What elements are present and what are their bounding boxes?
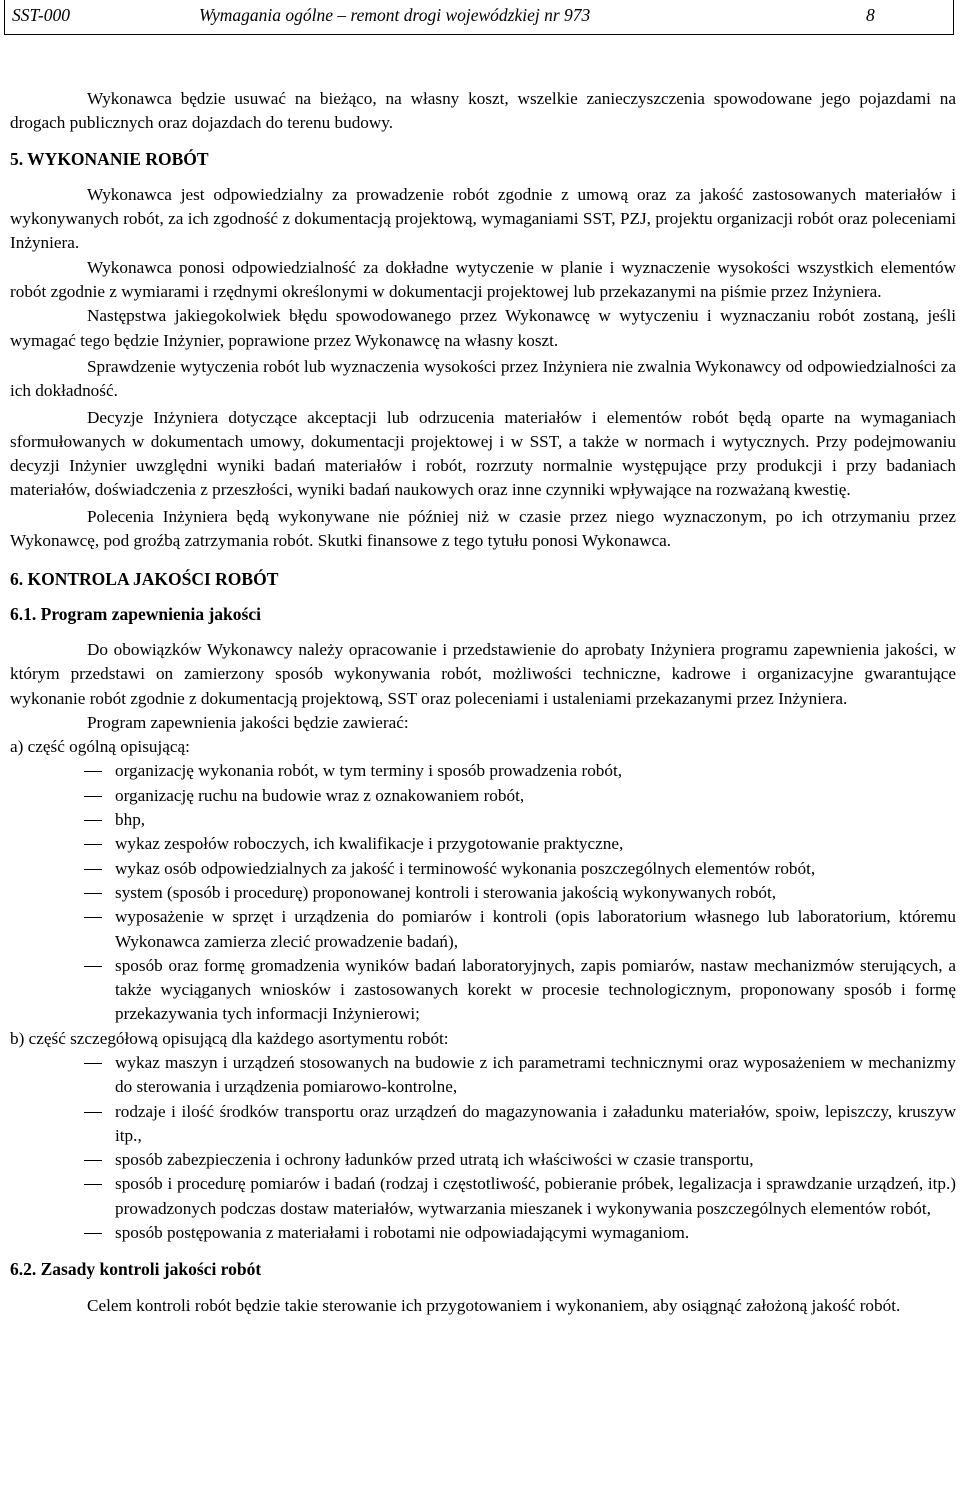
subsection-heading: 6.2. Zasady kontroli jakości robót [10, 1259, 262, 1280]
paragraph: Do obowiązków Wykonawcy należy opracowanie i przedstawienie do aprobaty Inżyniera programu zapewnienia jakości, w którym przedstawi on zamierzony sposób wykonywania robót, możliwości techniczne, kadrowe i organizacyjne gwarantujące wykonanie robót zgodnie z dokumentacją projektową, SST oraz poleceniami i ustaleniami przekazanymi przez Inżyniera. [10, 639, 956, 708]
list-item: wykaz zespołów roboczych, ich kwalifikacje i przygotowanie praktyczne, [10, 832, 956, 856]
list-item: wykaz osób odpowiedzialnych za jakość i terminowość wykonania poszczególnych elementów robót, [10, 857, 956, 881]
list-item: sposób oraz formę gromadzenia wyników badań laboratoryjnych, zapis pomiarów, nastaw mechanizmów sterujących, a także wyciąganych wniosków i zastosowanych korekt w procesie technologicznym, proponowany sposób i formę przekazywania tych informacji Inżynierowi; [10, 954, 956, 1027]
list-item: wyposażenie w sprzęt i urządzenia do pomiarów i kontroli (opis laboratorium własnego lub laboratorium, któremu Wykonawca zamierza zlecić prowadzenie badań), [10, 905, 956, 954]
paragraph: Celem kontroli robót będzie takie sterowanie ich przygotowaniem i wykonaniem, aby osiągnąć założoną jakość robót. [87, 1295, 901, 1315]
subsection-heading: 6.1. Program zapewnienia jakości [10, 603, 261, 624]
list-item: bhp, [10, 808, 956, 832]
paragraph: Wykonawca ponosi odpowiedzialność za dokładne wytyczenie w planie i wyznaczenie wysokości wszystkich elementów robót zgodnie z wymiarami i rzędnymi określonymi w dokumentacji projektowej lub przekazanymi na piśmie przez Inżyniera. [10, 257, 956, 302]
list-item: sposób i procedurę pomiarów i badań (rodzaj i częstotliwość, pobieranie próbek, legalizacja i sprawdzanie urządzeń, itp.) prowadzonych podczas dostaw materiałów, wytwarzania mieszanek i wykonywania poszczególnych elementów robót, [10, 1172, 956, 1221]
section-heading: 5. WYKONANIE ROBÓT [10, 148, 209, 169]
list-item: rodzaje i ilość środków transportu oraz urządzeń do magazynowania i załadunku materiałów, spoiw, lepiszczy, kruszyw itp., [10, 1100, 956, 1149]
document-title: Wymagania ogólne – remont drogi wojewódzkiej nr 973 [199, 5, 591, 25]
document-code: SST-000 [12, 5, 71, 25]
document-body [10, 87, 956, 1318]
paragraph: Sprawdzenie wytyczenia robót lub wyznaczenia wysokości przez Inżyniera nie zwalnia Wykonawcy od odpowiedzialności za ich dokładność. [10, 356, 956, 401]
page-header [4, 0, 954, 35]
list-item: sposób postępowania z materiałami i robotami nie odpowiadającymi wymaganiom. [10, 1221, 956, 1245]
list-item: organizację ruchu na budowie wraz z oznakowaniem robót, [10, 784, 956, 808]
list-item: sposób zabezpieczenia i ochrony ładunków przed utratą ich właściwości w czasie transportu, [10, 1148, 956, 1172]
paragraph: Wykonawca będzie usuwać na bieżąco, na własny koszt, wszelkie zanieczyszczenia spowodowane jego pojazdami na drogach publicznych oraz dojazdach do terenu budowy. [10, 89, 956, 133]
page-number: 8 [866, 5, 875, 25]
list-a [10, 759, 956, 1026]
list-intro: b) część szczegółową opisującą dla każdego asortymentu robót: [10, 1028, 449, 1048]
list-b [10, 1051, 956, 1245]
list-intro: a) część ogólną opisującą: [10, 737, 190, 757]
paragraph: Polecenia Inżyniera będą wykonywane nie później niż w czasie przez niego wyznaczonym, po ich otrzymaniu przez Wykonawcę, pod groźbą zatrzymania robót. Skutki finansowe z tego tytułu ponosi Wykonawca. [10, 506, 956, 551]
list-item: wykaz maszyn i urządzeń stosowanych na budowie z ich parametrami technicznymi oraz wyposażeniem w mechanizmy do sterowania i urządzenia pomiarowo-kontrolne, [10, 1051, 956, 1100]
paragraph: Decyzje Inżyniera dotyczące akceptacji lub odrzucenia materiałów i elementów robót będą oparte na wymaganiach sformułowanych w dokumentach umowy, dokumentacji projektowej i w SST, a także w normach i wytycznych. Przy podejmowaniu decyzji Inżynier uwzględni wyniki badań materiałów i robót, rozrzuty normalnie występujące przy produkcji i przy badaniach materiałów, doświadczenia z przeszłości, wyniki badań naukowych oraz inne czynniki wpływające na rozważaną kwestię. [10, 407, 956, 500]
paragraph: Program zapewnienia jakości będzie zawierać: [87, 712, 409, 732]
list-item: organizację wykonania robót, w tym terminy i sposób prowadzenia robót, [10, 759, 956, 783]
list-item: system (sposób i procedurę) proponowanej kontroli i sterowania jakością wykonywanych robót, [10, 881, 956, 905]
paragraph: Wykonawca jest odpowiedzialny za prowadzenie robót zgodnie z umową oraz za jakość zastosowanych materiałów i wykonywanych robót, za ich zgodność z dokumentacją projektową, wymaganiami SST, PZJ, projektu organizacji robót oraz poleceniami Inżyniera. [10, 184, 956, 253]
paragraph: Następstwa jakiegokolwiek błędu spowodowanego przez Wykonawcę w wytyczeniu i wyznaczaniu robót zostaną, jeśli wymagać tego będzie Inżynier, poprawione przez Wykonawcę na własny koszt. [10, 306, 956, 350]
section-heading: 6. KONTROLA JAKOŚCI ROBÓT [10, 569, 279, 590]
